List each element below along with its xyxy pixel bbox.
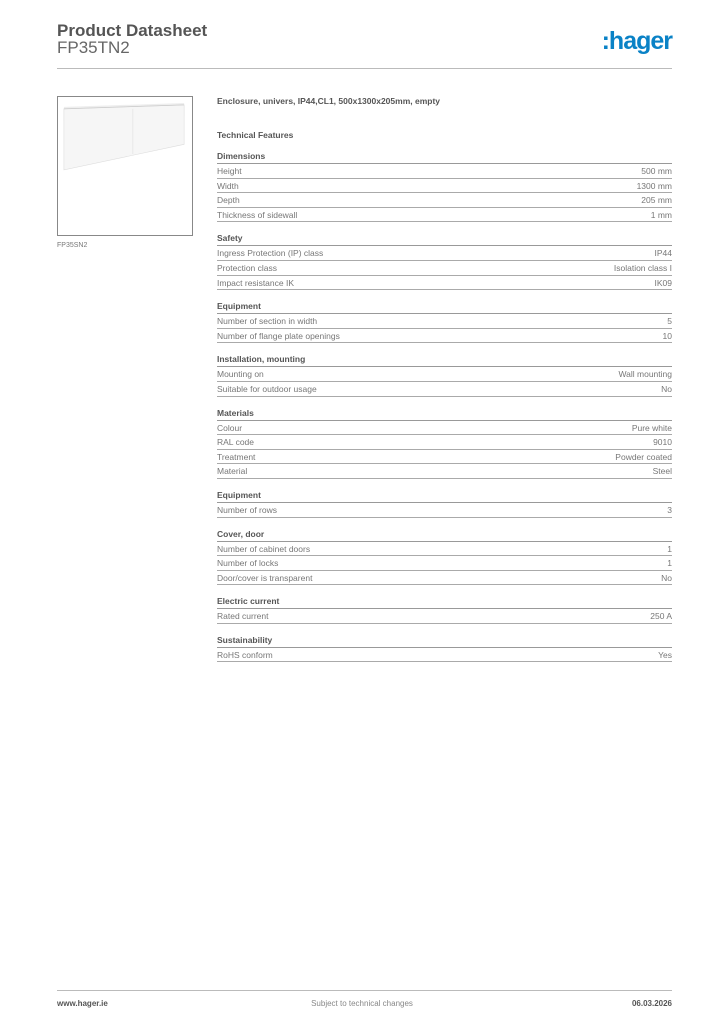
spec-label: Mounting on [217,369,264,380]
spec-label: Width [217,180,239,191]
spec-label: Number of flange plate openings [217,330,340,341]
section-heading: Equipment [217,488,672,503]
spec-row [217,542,672,557]
spec-row [217,329,672,344]
product-code: FP35TN2 [57,38,130,57]
spec-row [217,556,672,571]
spec-value: Steel [652,466,672,477]
spec-row [217,435,672,450]
spec-section [217,633,672,663]
spec-label: Thickness of sidewall [217,209,298,220]
spec-label: Treatment [217,451,256,462]
spec-value: No [661,383,672,394]
spec-value: IK09 [654,277,672,288]
spec-row [217,261,672,276]
spec-section [217,594,672,624]
spec-label: RoHS conform [217,649,273,660]
spec-value: 10 [662,330,672,341]
product-details [217,96,672,662]
section-heading: Cover, door [217,527,672,542]
spec-label: Door/cover is transparent [217,572,313,583]
section-heading: Dimensions [217,149,672,164]
spec-row [217,609,672,624]
spec-label: Height [217,166,242,176]
footer-date: 06.03.2026 [631,999,672,1008]
spec-label: Number of rows [217,504,277,515]
footer-website[interactable]: www.hager.ie [57,999,108,1008]
spec-row [217,503,672,518]
spec-row [217,367,672,382]
page-title: Product Datasheet [57,21,208,40]
spec-section [217,352,672,396]
spec-value: 500 mm [641,166,672,176]
spec-row [217,276,672,291]
section-heading: Safety [217,231,672,246]
spec-row [217,193,672,208]
spec-row [217,450,672,465]
spec-label: Material [217,466,248,477]
section-heading: Sustainability [217,633,672,648]
spec-row [217,464,672,479]
spec-label: Rated current [217,611,269,622]
spec-label: Number of section in width [217,316,318,327]
product-description: Enclosure, univers, IP44,CL1, 500x1300x205mm, empty [217,96,441,106]
spec-value: 1 [667,558,672,569]
spec-row [217,164,672,179]
spec-section [217,231,672,290]
spec-label: Colour [217,422,243,433]
spec-label: RAL code [217,437,255,448]
technical-features-heading: Technical Features [217,130,294,140]
spec-value: 205 mm [641,195,672,206]
spec-value: 250 A [650,611,672,622]
spec-section [217,527,672,586]
spec-value: 1300 mm [636,180,672,191]
spec-row [217,208,672,223]
section-heading: Electric current [217,594,672,609]
header-divider [57,68,672,69]
spec-label: Ingress Protection (IP) class [217,248,324,259]
spec-label: Impact resistance IK [217,277,295,288]
spec-section [217,149,672,222]
product-image [57,96,193,236]
spec-row [217,648,672,663]
spec-value: 1 [667,543,672,554]
spec-value: 1 mm [650,209,672,220]
section-heading: Materials [217,406,672,421]
spec-value: Pure white [631,422,672,433]
spec-value: 9010 [653,437,672,448]
spec-value: Wall mounting [618,369,672,380]
section-heading: Equipment [217,299,672,314]
spec-value: Powder coated [615,451,672,462]
spec-row [217,179,672,194]
spec-value: Yes [658,649,672,660]
spec-section [217,406,672,479]
spec-row [217,571,672,586]
footer-notice: Subject to technical changes [311,999,413,1008]
spec-row [217,314,672,329]
spec-row [217,421,672,436]
spec-section [217,299,672,343]
image-caption: FP35SN2 [57,242,88,249]
spec-label: Number of locks [217,558,279,569]
hager-logo: :hager [601,27,672,55]
spec-value: Isolation class I [613,262,672,273]
spec-value: 5 [667,316,672,327]
spec-label: Suitable for outdoor usage [217,383,317,394]
section-heading: Installation, mounting [217,352,672,367]
footer-divider [57,990,672,991]
spec-label: Protection class [217,262,277,273]
spec-value: 3 [667,504,672,515]
spec-row [217,246,672,261]
spec-value: IP44 [654,248,672,259]
spec-value: No [661,572,672,583]
spec-label: Number of cabinet doors [217,543,311,554]
spec-section [217,488,672,518]
spec-label: Depth [217,195,240,206]
spec-row [217,382,672,397]
